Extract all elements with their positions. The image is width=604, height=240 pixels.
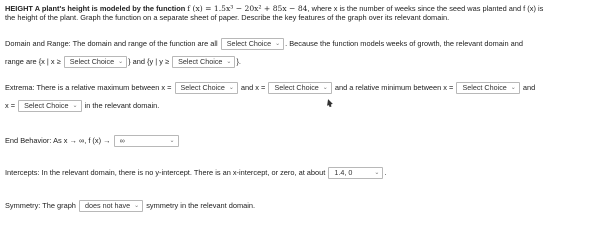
extrema-line2 <box>5 100 159 112</box>
max-upper-select[interactable] <box>268 82 331 94</box>
domain-text: Domain and Range: The domain and range of the function are all <box>5 38 218 48</box>
select-label: does not have <box>84 201 131 210</box>
extrema-line1 <box>5 82 535 94</box>
max-lower-select[interactable] <box>175 82 238 94</box>
domain-min-select[interactable] <box>64 56 127 68</box>
problem-statement-line1 <box>5 4 543 13</box>
function-formula: f (x) = 1.5x³ − 20x² + 85x − 84 <box>187 4 308 13</box>
chevron-down-icon: ⌄ <box>275 41 281 47</box>
chevron-down-icon: ⌄ <box>118 59 124 65</box>
problem-text-2: the height of the plant. Graph the function on a separate sheet of paper. Describe the key features of the graph over its relevant domain. <box>5 13 450 22</box>
symmetry-select[interactable] <box>79 200 143 212</box>
chevron-down-icon: ⌄ <box>374 170 380 176</box>
symmetry-line <box>5 200 255 212</box>
range-set-y: } and {y | y ≥ <box>128 56 170 66</box>
min-upper-select[interactable] <box>18 100 81 112</box>
chevron-down-icon: ⌄ <box>322 85 328 91</box>
end-behavior-select[interactable] <box>114 135 179 147</box>
select-label: ∞ <box>119 136 125 145</box>
range-min-select[interactable] <box>172 56 235 68</box>
extrema-min-text: and a relative minimum between x = <box>334 82 454 92</box>
domain-range-select[interactable] <box>221 38 284 50</box>
chevron-down-icon: ⌄ <box>169 138 175 144</box>
intercepts-period: . <box>384 167 387 177</box>
chevron-down-icon: ⌄ <box>72 103 78 109</box>
chevron-down-icon: ⌄ <box>226 59 232 65</box>
domain-range-line1 <box>5 38 523 50</box>
x-intercept-select[interactable] <box>328 167 383 179</box>
select-label: Select Choice <box>226 39 272 48</box>
domain-text-2: . Because the function models weeks of growth, the relevant domain and <box>285 38 523 48</box>
problem-text: , where x is the number of weeks since the seed was planted and f (x) is <box>307 4 544 13</box>
select-label: 1.4, 0 <box>334 168 353 177</box>
select-label: Select Choice <box>69 57 115 66</box>
select-label: Select Choice <box>178 57 223 66</box>
problem-statement-line2 <box>5 13 449 22</box>
extrema-and: and x = <box>240 82 266 92</box>
domain-set-x: range are {x | x ≥ <box>5 56 61 66</box>
intercepts-line <box>5 167 386 179</box>
domain-range-line2 <box>5 56 241 68</box>
select-label: Select Choice <box>274 83 319 92</box>
problem-heading: HEIGHT A plant's height is modeled by the function <box>5 4 186 13</box>
end-behavior-text: End Behavior: As x → ∞, f (x) → <box>5 135 111 145</box>
select-label: Select Choice <box>180 83 225 92</box>
select-label: Select Choice <box>24 101 69 110</box>
chevron-down-icon: ⌄ <box>510 85 516 91</box>
extrema-and-2: and <box>522 82 536 92</box>
symmetry-text-2: symmetry in the relevant domain. <box>146 200 256 210</box>
extrema-x: x = <box>5 100 16 110</box>
end-behavior-line <box>5 135 180 147</box>
extrema-relevant: in the relevant domain. <box>84 100 160 110</box>
chevron-down-icon: ⌄ <box>134 203 140 209</box>
range-close: }. <box>236 56 241 66</box>
min-lower-select[interactable] <box>456 82 519 94</box>
extrema-text: Extrema: There is a relative maximum between x = <box>5 82 172 92</box>
mouse-pointer-icon <box>325 98 333 106</box>
chevron-down-icon: ⌄ <box>228 85 234 91</box>
intercepts-text: Intercepts: In the relevant domain, there is no y-intercept. There is an x-intercept, or zero, at about <box>5 167 326 177</box>
symmetry-text: Symmetry: The graph <box>5 200 76 210</box>
select-label: Select Choice <box>462 83 507 92</box>
